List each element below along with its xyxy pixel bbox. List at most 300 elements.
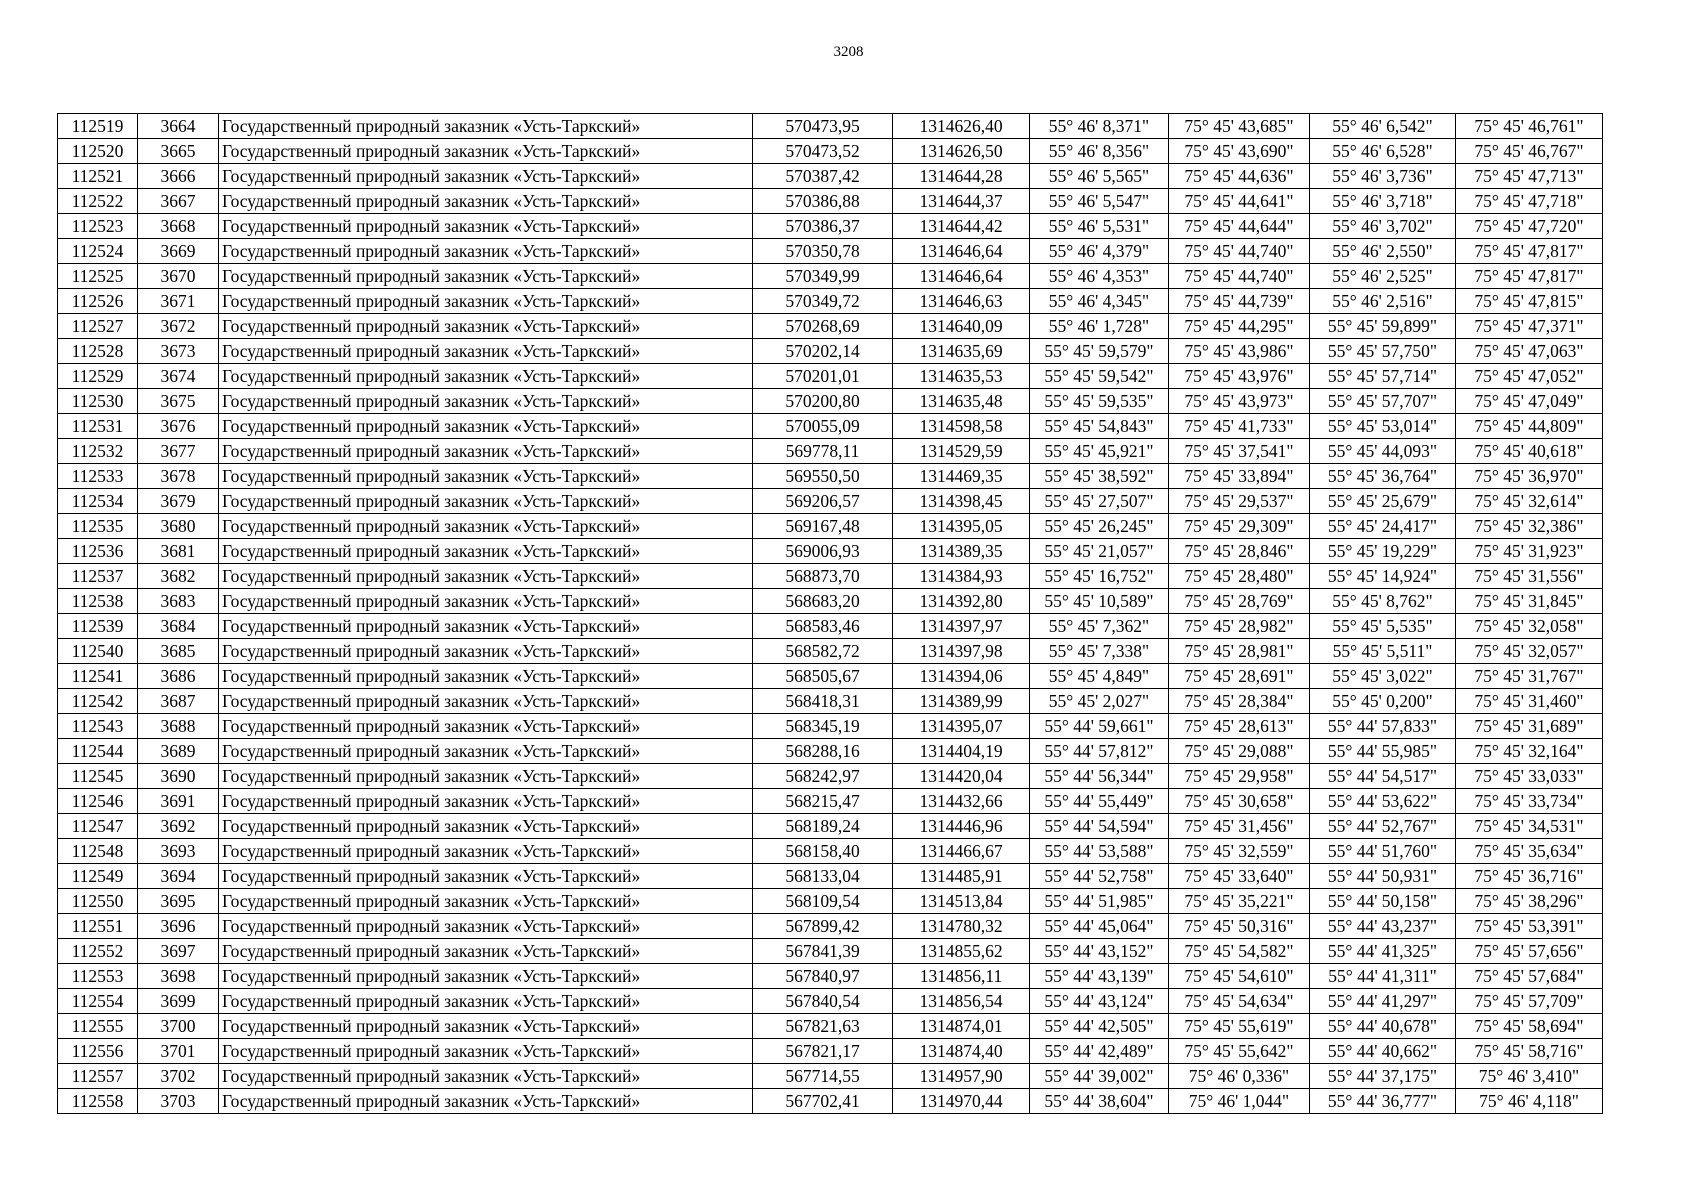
- longitude-1-cell: 75° 45' 44,740": [1169, 239, 1310, 264]
- object-name-cell: Государственный природный заказник «Усть-Таркский»: [219, 614, 753, 639]
- point-number-cell: 3673: [138, 339, 219, 364]
- x-coordinate-cell: 570350,78: [753, 239, 893, 264]
- longitude-2-cell: 75° 45' 33,734": [1456, 789, 1603, 814]
- longitude-1-cell: 75° 45' 55,619": [1169, 1014, 1310, 1039]
- latitude-1-cell: 55° 45' 27,507": [1030, 489, 1169, 514]
- table-row: [58, 464, 1603, 489]
- point-number-cell: 3671: [138, 289, 219, 314]
- latitude-1-cell: 55° 46' 4,353": [1030, 264, 1169, 289]
- longitude-1-cell: 75° 45' 28,769": [1169, 589, 1310, 614]
- object-name-cell: Государственный природный заказник «Усть-Таркский»: [219, 414, 753, 439]
- latitude-1-cell: 55° 46' 4,345": [1030, 289, 1169, 314]
- x-coordinate-cell: 570268,69: [753, 314, 893, 339]
- object-name-cell: Государственный природный заказник «Усть-Таркский»: [219, 764, 753, 789]
- table-row: [58, 1064, 1603, 1089]
- longitude-1-cell: 75° 45' 43,973": [1169, 389, 1310, 414]
- record-id-cell: 112542: [58, 689, 138, 714]
- object-name-cell: Государственный природный заказник «Усть-Таркский»: [219, 239, 753, 264]
- longitude-1-cell: 75° 46' 1,044": [1169, 1089, 1310, 1114]
- record-id-cell: 112524: [58, 239, 138, 264]
- y-coordinate-cell: 1314635,48: [893, 389, 1030, 414]
- latitude-2-cell: 55° 44' 43,237": [1310, 914, 1456, 939]
- longitude-2-cell: 75° 45' 38,296": [1456, 889, 1603, 914]
- latitude-1-cell: 55° 44' 52,758": [1030, 864, 1169, 889]
- object-name-cell: Государственный природный заказник «Усть-Таркский»: [219, 164, 753, 189]
- y-coordinate-cell: 1314394,06: [893, 664, 1030, 689]
- point-number-cell: 3693: [138, 839, 219, 864]
- y-coordinate-cell: 1314398,45: [893, 489, 1030, 514]
- table-row: [58, 864, 1603, 889]
- table-row: [58, 414, 1603, 439]
- latitude-1-cell: 55° 45' 59,542": [1030, 364, 1169, 389]
- record-id-cell: 112533: [58, 464, 138, 489]
- longitude-2-cell: 75° 45' 32,386": [1456, 514, 1603, 539]
- x-coordinate-cell: 570387,42: [753, 164, 893, 189]
- y-coordinate-cell: 1314635,53: [893, 364, 1030, 389]
- x-coordinate-cell: 568418,31: [753, 689, 893, 714]
- y-coordinate-cell: 1314970,44: [893, 1089, 1030, 1114]
- table-row: [58, 539, 1603, 564]
- x-coordinate-cell: 569550,50: [753, 464, 893, 489]
- longitude-1-cell: 75° 45' 28,384": [1169, 689, 1310, 714]
- longitude-2-cell: 75° 46' 3,410": [1456, 1064, 1603, 1089]
- y-coordinate-cell: 1314397,98: [893, 639, 1030, 664]
- latitude-2-cell: 55° 44' 53,622": [1310, 789, 1456, 814]
- longitude-2-cell: 75° 45' 32,164": [1456, 739, 1603, 764]
- y-coordinate-cell: 1314395,07: [893, 714, 1030, 739]
- latitude-1-cell: 55° 45' 4,849": [1030, 664, 1169, 689]
- table-row: [58, 1039, 1603, 1064]
- table-row: [58, 439, 1603, 464]
- latitude-2-cell: 55° 45' 0,200": [1310, 689, 1456, 714]
- latitude-1-cell: 55° 46' 5,565": [1030, 164, 1169, 189]
- latitude-2-cell: 55° 45' 14,924": [1310, 564, 1456, 589]
- table-row: [58, 489, 1603, 514]
- object-name-cell: Государственный природный заказник «Усть-Таркский»: [219, 889, 753, 914]
- y-coordinate-cell: 1314469,35: [893, 464, 1030, 489]
- point-number-cell: 3672: [138, 314, 219, 339]
- record-id-cell: 112554: [58, 989, 138, 1014]
- latitude-1-cell: 55° 45' 21,057": [1030, 539, 1169, 564]
- object-name-cell: Государственный природный заказник «Усть-Таркский»: [219, 814, 753, 839]
- table-row: [58, 739, 1603, 764]
- object-name-cell: Государственный природный заказник «Усть-Таркский»: [219, 689, 753, 714]
- record-id-cell: 112527: [58, 314, 138, 339]
- longitude-2-cell: 75° 45' 31,767": [1456, 664, 1603, 689]
- object-name-cell: Государственный природный заказник «Усть-Таркский»: [219, 564, 753, 589]
- longitude-2-cell: 75° 45' 47,049": [1456, 389, 1603, 414]
- point-number-cell: 3703: [138, 1089, 219, 1114]
- y-coordinate-cell: 1314397,97: [893, 614, 1030, 639]
- record-id-cell: 112534: [58, 489, 138, 514]
- longitude-1-cell: 75° 45' 29,958": [1169, 764, 1310, 789]
- latitude-1-cell: 55° 44' 38,604": [1030, 1089, 1169, 1114]
- table-row: [58, 114, 1603, 139]
- y-coordinate-cell: 1314856,11: [893, 964, 1030, 989]
- point-number-cell: 3688: [138, 714, 219, 739]
- longitude-2-cell: 75° 45' 34,531": [1456, 814, 1603, 839]
- y-coordinate-cell: 1314856,54: [893, 989, 1030, 1014]
- record-id-cell: 112551: [58, 914, 138, 939]
- longitude-2-cell: 75° 45' 58,716": [1456, 1039, 1603, 1064]
- object-name-cell: Государственный природный заказник «Усть-Таркский»: [219, 139, 753, 164]
- latitude-2-cell: 55° 45' 8,762": [1310, 589, 1456, 614]
- point-number-cell: 3667: [138, 189, 219, 214]
- longitude-1-cell: 75° 45' 28,480": [1169, 564, 1310, 589]
- longitude-1-cell: 75° 45' 43,685": [1169, 114, 1310, 139]
- x-coordinate-cell: 567714,55: [753, 1064, 893, 1089]
- latitude-2-cell: 55° 44' 55,985": [1310, 739, 1456, 764]
- longitude-1-cell: 75° 45' 50,316": [1169, 914, 1310, 939]
- latitude-1-cell: 55° 44' 43,152": [1030, 939, 1169, 964]
- object-name-cell: Государственный природный заказник «Усть-Таркский»: [219, 964, 753, 989]
- object-name-cell: Государственный природный заказник «Усть-Таркский»: [219, 364, 753, 389]
- y-coordinate-cell: 1314529,59: [893, 439, 1030, 464]
- longitude-2-cell: 75° 45' 47,713": [1456, 164, 1603, 189]
- longitude-2-cell: 75° 45' 46,761": [1456, 114, 1603, 139]
- x-coordinate-cell: 570473,95: [753, 114, 893, 139]
- x-coordinate-cell: 570386,88: [753, 189, 893, 214]
- longitude-2-cell: 75° 45' 31,460": [1456, 689, 1603, 714]
- table-row: [58, 614, 1603, 639]
- latitude-2-cell: 55° 46' 6,528": [1310, 139, 1456, 164]
- point-number-cell: 3681: [138, 539, 219, 564]
- longitude-2-cell: 75° 46' 4,118": [1456, 1089, 1603, 1114]
- point-number-cell: 3679: [138, 489, 219, 514]
- longitude-1-cell: 75° 45' 28,981": [1169, 639, 1310, 664]
- longitude-2-cell: 75° 45' 31,689": [1456, 714, 1603, 739]
- y-coordinate-cell: 1314420,04: [893, 764, 1030, 789]
- latitude-1-cell: 55° 45' 7,338": [1030, 639, 1169, 664]
- latitude-2-cell: 55° 44' 40,678": [1310, 1014, 1456, 1039]
- longitude-1-cell: 75° 45' 44,644": [1169, 214, 1310, 239]
- x-coordinate-cell: 568242,97: [753, 764, 893, 789]
- latitude-1-cell: 55° 44' 55,449": [1030, 789, 1169, 814]
- longitude-2-cell: 75° 45' 36,716": [1456, 864, 1603, 889]
- latitude-2-cell: 55° 45' 57,707": [1310, 389, 1456, 414]
- record-id-cell: 112545: [58, 764, 138, 789]
- table-row: [58, 839, 1603, 864]
- record-id-cell: 112539: [58, 614, 138, 639]
- record-id-cell: 112550: [58, 889, 138, 914]
- record-id-cell: 112549: [58, 864, 138, 889]
- x-coordinate-cell: 569778,11: [753, 439, 893, 464]
- point-number-cell: 3690: [138, 764, 219, 789]
- table-row: [58, 939, 1603, 964]
- object-name-cell: Государственный природный заказник «Усть-Таркский»: [219, 189, 753, 214]
- longitude-2-cell: 75° 45' 31,556": [1456, 564, 1603, 589]
- longitude-1-cell: 75° 45' 55,642": [1169, 1039, 1310, 1064]
- object-name-cell: Государственный природный заказник «Усть-Таркский»: [219, 789, 753, 814]
- y-coordinate-cell: 1314644,37: [893, 189, 1030, 214]
- table-row: [58, 889, 1603, 914]
- y-coordinate-cell: 1314598,58: [893, 414, 1030, 439]
- y-coordinate-cell: 1314855,62: [893, 939, 1030, 964]
- point-number-cell: 3687: [138, 689, 219, 714]
- y-coordinate-cell: 1314389,35: [893, 539, 1030, 564]
- longitude-1-cell: 75° 45' 37,541": [1169, 439, 1310, 464]
- table-row: [58, 514, 1603, 539]
- object-name-cell: Государственный природный заказник «Усть-Таркский»: [219, 589, 753, 614]
- y-coordinate-cell: 1314874,40: [893, 1039, 1030, 1064]
- longitude-1-cell: 75° 45' 28,691": [1169, 664, 1310, 689]
- record-id-cell: 112523: [58, 214, 138, 239]
- latitude-2-cell: 55° 45' 3,022": [1310, 664, 1456, 689]
- y-coordinate-cell: 1314392,80: [893, 589, 1030, 614]
- object-name-cell: Государственный природный заказник «Усть-Таркский»: [219, 389, 753, 414]
- y-coordinate-cell: 1314626,50: [893, 139, 1030, 164]
- longitude-2-cell: 75° 45' 47,371": [1456, 314, 1603, 339]
- record-id-cell: 112540: [58, 639, 138, 664]
- longitude-1-cell: 75° 45' 44,739": [1169, 289, 1310, 314]
- longitude-2-cell: 75° 45' 32,614": [1456, 489, 1603, 514]
- longitude-2-cell: 75° 45' 57,656": [1456, 939, 1603, 964]
- point-number-cell: 3689: [138, 739, 219, 764]
- x-coordinate-cell: 570349,72: [753, 289, 893, 314]
- record-id-cell: 112555: [58, 1014, 138, 1039]
- y-coordinate-cell: 1314646,64: [893, 264, 1030, 289]
- object-name-cell: Государственный природный заказник «Усть-Таркский»: [219, 1014, 753, 1039]
- table-row: [58, 164, 1603, 189]
- table-row: [58, 664, 1603, 689]
- table-row: [58, 214, 1603, 239]
- point-number-cell: 3699: [138, 989, 219, 1014]
- point-number-cell: 3697: [138, 939, 219, 964]
- latitude-2-cell: 55° 45' 19,229": [1310, 539, 1456, 564]
- table-row: [58, 589, 1603, 614]
- x-coordinate-cell: 567840,97: [753, 964, 893, 989]
- object-name-cell: Государственный природный заказник «Усть-Таркский»: [219, 439, 753, 464]
- x-coordinate-cell: 568582,72: [753, 639, 893, 664]
- longitude-2-cell: 75° 45' 46,767": [1456, 139, 1603, 164]
- latitude-1-cell: 55° 45' 45,921": [1030, 439, 1169, 464]
- table-row: [58, 364, 1603, 389]
- table-row: [58, 764, 1603, 789]
- point-number-cell: 3684: [138, 614, 219, 639]
- object-name-cell: Государственный природный заказник «Усть-Таркский»: [219, 839, 753, 864]
- latitude-2-cell: 55° 44' 41,325": [1310, 939, 1456, 964]
- point-number-cell: 3670: [138, 264, 219, 289]
- table-row: [58, 1014, 1603, 1039]
- table-row: [58, 189, 1603, 214]
- longitude-1-cell: 75° 45' 28,613": [1169, 714, 1310, 739]
- y-coordinate-cell: 1314389,99: [893, 689, 1030, 714]
- longitude-1-cell: 75° 45' 43,986": [1169, 339, 1310, 364]
- y-coordinate-cell: 1314513,84: [893, 889, 1030, 914]
- table-row: [58, 964, 1603, 989]
- latitude-1-cell: 55° 46' 5,547": [1030, 189, 1169, 214]
- longitude-2-cell: 75° 45' 33,033": [1456, 764, 1603, 789]
- table-row: [58, 989, 1603, 1014]
- table-row: [58, 814, 1603, 839]
- table-body: [58, 114, 1603, 1114]
- latitude-2-cell: 55° 46' 6,542": [1310, 114, 1456, 139]
- table-row: [58, 139, 1603, 164]
- y-coordinate-cell: 1314404,19: [893, 739, 1030, 764]
- object-name-cell: Государственный природный заказник «Усть-Таркский»: [219, 514, 753, 539]
- point-number-cell: 3682: [138, 564, 219, 589]
- longitude-2-cell: 75° 45' 32,057": [1456, 639, 1603, 664]
- table-row: [58, 714, 1603, 739]
- longitude-1-cell: 75° 45' 29,309": [1169, 514, 1310, 539]
- latitude-1-cell: 55° 45' 59,535": [1030, 389, 1169, 414]
- longitude-1-cell: 75° 45' 43,690": [1169, 139, 1310, 164]
- record-id-cell: 112556: [58, 1039, 138, 1064]
- object-name-cell: Государственный природный заказник «Усть-Таркский»: [219, 1064, 753, 1089]
- record-id-cell: 112544: [58, 739, 138, 764]
- table-row: [58, 314, 1603, 339]
- longitude-2-cell: 75° 45' 47,718": [1456, 189, 1603, 214]
- record-id-cell: 112553: [58, 964, 138, 989]
- record-id-cell: 112525: [58, 264, 138, 289]
- latitude-1-cell: 55° 45' 26,245": [1030, 514, 1169, 539]
- x-coordinate-cell: 568288,16: [753, 739, 893, 764]
- latitude-1-cell: 55° 46' 5,531": [1030, 214, 1169, 239]
- latitude-2-cell: 55° 45' 44,093": [1310, 439, 1456, 464]
- object-name-cell: Государственный природный заказник «Усть-Таркский»: [219, 114, 753, 139]
- record-id-cell: 112543: [58, 714, 138, 739]
- record-id-cell: 112528: [58, 339, 138, 364]
- y-coordinate-cell: 1314432,66: [893, 789, 1030, 814]
- table-row: [58, 639, 1603, 664]
- x-coordinate-cell: 570055,09: [753, 414, 893, 439]
- record-id-cell: 112548: [58, 839, 138, 864]
- y-coordinate-cell: 1314646,63: [893, 289, 1030, 314]
- object-name-cell: Государственный природный заказник «Усть-Таркский»: [219, 314, 753, 339]
- longitude-2-cell: 75° 45' 31,845": [1456, 589, 1603, 614]
- x-coordinate-cell: 570202,14: [753, 339, 893, 364]
- x-coordinate-cell: 567821,63: [753, 1014, 893, 1039]
- point-number-cell: 3691: [138, 789, 219, 814]
- latitude-1-cell: 55° 46' 1,728": [1030, 314, 1169, 339]
- table-row: [58, 914, 1603, 939]
- point-number-cell: 3694: [138, 864, 219, 889]
- longitude-1-cell: 75° 45' 44,740": [1169, 264, 1310, 289]
- object-name-cell: Государственный природный заказник «Усть-Таркский»: [219, 1089, 753, 1114]
- page-number: 3208: [833, 44, 864, 60]
- point-number-cell: 3674: [138, 364, 219, 389]
- x-coordinate-cell: 567899,42: [753, 914, 893, 939]
- latitude-2-cell: 55° 44' 36,777": [1310, 1089, 1456, 1114]
- longitude-1-cell: 75° 45' 54,582": [1169, 939, 1310, 964]
- table-row: [58, 1089, 1603, 1114]
- longitude-2-cell: 75° 45' 57,684": [1456, 964, 1603, 989]
- latitude-2-cell: 55° 45' 5,511": [1310, 639, 1456, 664]
- object-name-cell: Государственный природный заказник «Усть-Таркский»: [219, 914, 753, 939]
- latitude-1-cell: 55° 44' 57,812": [1030, 739, 1169, 764]
- record-id-cell: 112535: [58, 514, 138, 539]
- table-row: [58, 789, 1603, 814]
- longitude-2-cell: 75° 45' 47,720": [1456, 214, 1603, 239]
- longitude-2-cell: 75° 45' 35,634": [1456, 839, 1603, 864]
- y-coordinate-cell: 1314446,96: [893, 814, 1030, 839]
- point-number-cell: 3695: [138, 889, 219, 914]
- object-name-cell: Государственный природный заказник «Усть-Таркский»: [219, 864, 753, 889]
- object-name-cell: Государственный природный заказник «Усть-Таркский»: [219, 539, 753, 564]
- x-coordinate-cell: 569167,48: [753, 514, 893, 539]
- y-coordinate-cell: 1314384,93: [893, 564, 1030, 589]
- x-coordinate-cell: 567840,54: [753, 989, 893, 1014]
- point-number-cell: 3686: [138, 664, 219, 689]
- latitude-2-cell: 55° 45' 59,899": [1310, 314, 1456, 339]
- table-row: [58, 289, 1603, 314]
- record-id-cell: 112547: [58, 814, 138, 839]
- latitude-1-cell: 55° 44' 39,002": [1030, 1064, 1169, 1089]
- y-coordinate-cell: 1314644,42: [893, 214, 1030, 239]
- record-id-cell: 112541: [58, 664, 138, 689]
- y-coordinate-cell: 1314395,05: [893, 514, 1030, 539]
- x-coordinate-cell: 568109,54: [753, 889, 893, 914]
- latitude-1-cell: 55° 44' 53,588": [1030, 839, 1169, 864]
- point-number-cell: 3698: [138, 964, 219, 989]
- point-number-cell: 3680: [138, 514, 219, 539]
- longitude-2-cell: 75° 45' 47,815": [1456, 289, 1603, 314]
- point-number-cell: 3666: [138, 164, 219, 189]
- latitude-2-cell: 55° 44' 57,833": [1310, 714, 1456, 739]
- x-coordinate-cell: 567821,17: [753, 1039, 893, 1064]
- record-id-cell: 112546: [58, 789, 138, 814]
- table-row: [58, 564, 1603, 589]
- longitude-2-cell: 75° 45' 36,970": [1456, 464, 1603, 489]
- record-id-cell: 112537: [58, 564, 138, 589]
- latitude-2-cell: 55° 45' 25,679": [1310, 489, 1456, 514]
- x-coordinate-cell: 569206,57: [753, 489, 893, 514]
- latitude-1-cell: 55° 45' 38,592": [1030, 464, 1169, 489]
- latitude-1-cell: 55° 45' 59,579": [1030, 339, 1169, 364]
- record-id-cell: 112558: [58, 1089, 138, 1114]
- longitude-1-cell: 75° 45' 33,640": [1169, 864, 1310, 889]
- record-id-cell: 112529: [58, 364, 138, 389]
- point-number-cell: 3685: [138, 639, 219, 664]
- longitude-1-cell: 75° 45' 35,221": [1169, 889, 1310, 914]
- table-row: [58, 264, 1603, 289]
- longitude-2-cell: 75° 45' 47,817": [1456, 239, 1603, 264]
- latitude-2-cell: 55° 44' 40,662": [1310, 1039, 1456, 1064]
- point-number-cell: 3676: [138, 414, 219, 439]
- point-number-cell: 3696: [138, 914, 219, 939]
- latitude-1-cell: 55° 46' 8,371": [1030, 114, 1169, 139]
- record-id-cell: 112557: [58, 1064, 138, 1089]
- x-coordinate-cell: 568505,67: [753, 664, 893, 689]
- record-id-cell: 112531: [58, 414, 138, 439]
- latitude-2-cell: 55° 46' 3,702": [1310, 214, 1456, 239]
- longitude-1-cell: 75° 45' 29,537": [1169, 489, 1310, 514]
- record-id-cell: 112526: [58, 289, 138, 314]
- record-id-cell: 112538: [58, 589, 138, 614]
- latitude-2-cell: 55° 44' 51,760": [1310, 839, 1456, 864]
- object-name-cell: Государственный природный заказник «Усть-Таркский»: [219, 739, 753, 764]
- latitude-1-cell: 55° 44' 59,661": [1030, 714, 1169, 739]
- point-number-cell: 3665: [138, 139, 219, 164]
- longitude-1-cell: 75° 45' 30,658": [1169, 789, 1310, 814]
- y-coordinate-cell: 1314466,67: [893, 839, 1030, 864]
- longitude-1-cell: 75° 45' 44,295": [1169, 314, 1310, 339]
- longitude-1-cell: 75° 45' 31,456": [1169, 814, 1310, 839]
- latitude-2-cell: 55° 44' 41,297": [1310, 989, 1456, 1014]
- point-number-cell: 3683: [138, 589, 219, 614]
- point-number-cell: 3678: [138, 464, 219, 489]
- point-number-cell: 3700: [138, 1014, 219, 1039]
- record-id-cell: 112521: [58, 164, 138, 189]
- latitude-2-cell: 55° 45' 53,014": [1310, 414, 1456, 439]
- object-name-cell: Государственный природный заказник «Усть-Таркский»: [219, 989, 753, 1014]
- table-row: [58, 389, 1603, 414]
- object-name-cell: Государственный природный заказник «Усть-Таркский»: [219, 1039, 753, 1064]
- latitude-2-cell: 55° 45' 24,417": [1310, 514, 1456, 539]
- longitude-2-cell: 75° 45' 31,923": [1456, 539, 1603, 564]
- latitude-2-cell: 55° 44' 54,517": [1310, 764, 1456, 789]
- record-id-cell: 112520: [58, 139, 138, 164]
